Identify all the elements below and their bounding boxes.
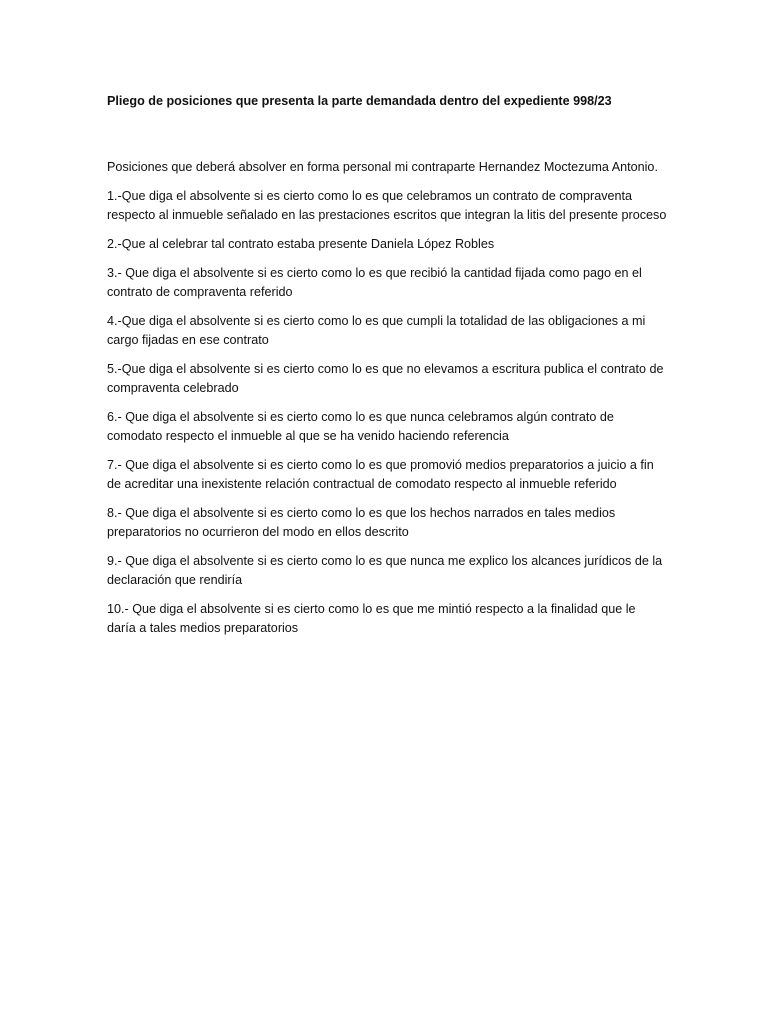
positions-list [107, 187, 667, 638]
position-item-5: 5.-Que diga el absolvente si es cierto como lo es que no elevamos a escritura publica el contrato de compraventa celebrado [107, 362, 664, 395]
position-item-2: 2.-Que al celebrar tal contrato estaba presente Daniela López Robles [107, 237, 495, 251]
position-item-8: 8.- Que diga el absolvente si es cierto como lo es que los hechos narrados en tales medios preparatorios no ocurrieron del modo en ellos descrito [107, 506, 616, 539]
position-item-3: 3.- Que diga el absolvente si es cierto como lo es que recibió la cantidad fijada como pago en el contrato de compraventa referido [107, 266, 642, 299]
position-item-4: 4.-Que diga el absolvente si es cierto como lo es que cumpli la totalidad de las obligaciones a mi cargo fijadas en ese contrato [107, 314, 646, 347]
position-item-9: 9.- Que diga el absolvente si es cierto como lo es que nunca me explico los alcances jurídicos de la declaración que rendiría [107, 554, 663, 587]
document-body [107, 92, 667, 648]
intro-paragraph: Posiciones que deberá absolver en forma personal mi contraparte Hernandez Moctezuma Antonio. [107, 160, 658, 174]
position-item-1: 1.-Que diga el absolvente si es cierto como lo es que celebramos un contrato de compraventa respecto al inmueble señalado en las prestaciones escritos que integran la litis del presente proceso [107, 189, 667, 222]
position-item-7: 7.- Que diga el absolvente si es cierto como lo es que promovió medios preparatorios a juicio a fin de acreditar una inexistente relación contractual de comodato respecto al inmueble referido [107, 458, 654, 491]
position-item-6: 6.- Que diga el absolvente si es cierto como lo es que nunca celebramos algún contrato de comodato respecto el inmueble al que se ha venido haciendo referencia [107, 410, 614, 443]
document-title: Pliego de posiciones que presenta la parte demandada dentro del expediente 998/23 [107, 94, 612, 108]
position-item-10: 10.- Que diga el absolvente si es cierto como lo es que me mintió respecto a la finalidad que le daría a tales medios preparatorios [107, 602, 636, 635]
